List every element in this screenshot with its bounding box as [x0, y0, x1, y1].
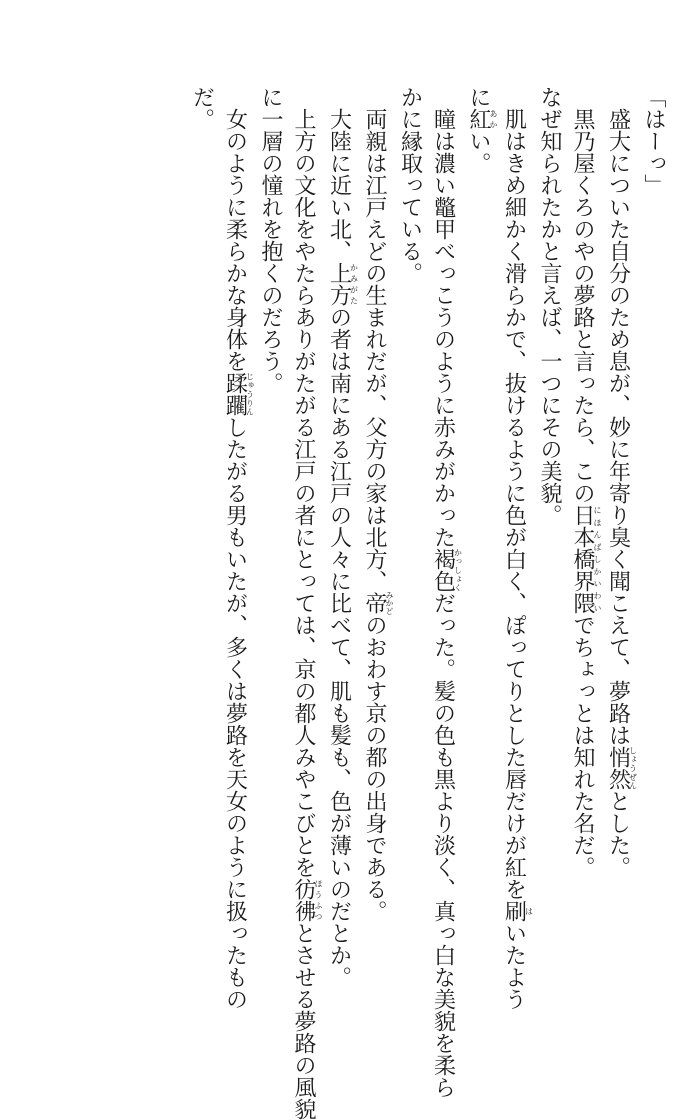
- furigana: みかど: [385, 591, 394, 615]
- text-line: 盛大についた自分のため息が、妙に年寄り臭く聞こえて、夢路は悄然しょうぜんとした。: [605, 86, 638, 878]
- text-line: 上方の文化をやたらありがたがる江戸の者にとっては、京の都人みやこびとを彷彿ほうふつとさせる夢路の風貌: [291, 86, 323, 1120]
- text-line: に紅あかい。: [466, 86, 498, 174]
- vertical-text-body: [186, 86, 671, 1120]
- furigana: あか: [489, 108, 498, 130]
- text-line: 肌はきめ細かく滑らかで、抜けるように色が白く、ぽってりとした唇だけが紅を刷はいたよう: [501, 86, 534, 1010]
- text-line: 「はーっ」: [641, 86, 666, 196]
- ruby-word: 日本橋界隈にほんばしかいわい: [570, 504, 602, 614]
- ruby-word: 彷彿ほうふつ: [291, 878, 323, 922]
- text-line: 両親は江戸えどの生まれだが、父方の家は北方、帝みかどのおわす京の都の出身である。: [362, 86, 394, 922]
- furigana: しょうぜん: [628, 746, 638, 790]
- text-line: かに縁取っている。: [397, 86, 423, 284]
- furigana: じゅうりん: [245, 372, 255, 416]
- text-line: 瞳は濃い鼈甲べっこうのように赤みがかった褐色かっしょくだった。髪の色も黒より淡く、真っ白な美貌を柔ら: [430, 86, 463, 1098]
- text-line: 黒乃屋くろのやの夢路と言ったら、この日本橋界隈にほんばしかいわいでちょっとは知れた名だ。: [570, 86, 602, 878]
- ruby-word: 褐色かっしょく: [430, 548, 463, 592]
- text-line: 大陸に近い北、上方かみがたの者は南にある江戸の人々に比べて、肌も髪も、色が薄いのだとか。: [326, 86, 359, 988]
- furigana: は: [524, 900, 534, 922]
- text-line: なぜ知られたかと言えば、一つにその美貌。: [537, 86, 562, 526]
- ruby-word: 蹂躙じゅうりん: [222, 372, 255, 416]
- ruby-word: 上方かみがた: [326, 262, 359, 306]
- furigana: かみがた: [349, 262, 359, 306]
- text-line: に一層の憧れを抱くのだろう。: [258, 86, 283, 394]
- ruby-word: 悄然しょうぜん: [605, 746, 638, 790]
- furigana: にほんばしかいわい: [593, 504, 602, 614]
- text-line: だ。: [189, 86, 215, 130]
- furigana: ほうふつ: [314, 878, 323, 922]
- ruby-word: 紅あか: [466, 108, 498, 130]
- furigana: かっしょく: [453, 548, 463, 592]
- ruby-word: 刷は: [501, 900, 534, 922]
- ruby-word: 帝みかど: [362, 591, 394, 615]
- text-line: 女のように柔らかな身体を蹂躙じゅうりんしたがる男もいたが、多くは夢路を天女のように扱ったもの: [222, 86, 255, 1010]
